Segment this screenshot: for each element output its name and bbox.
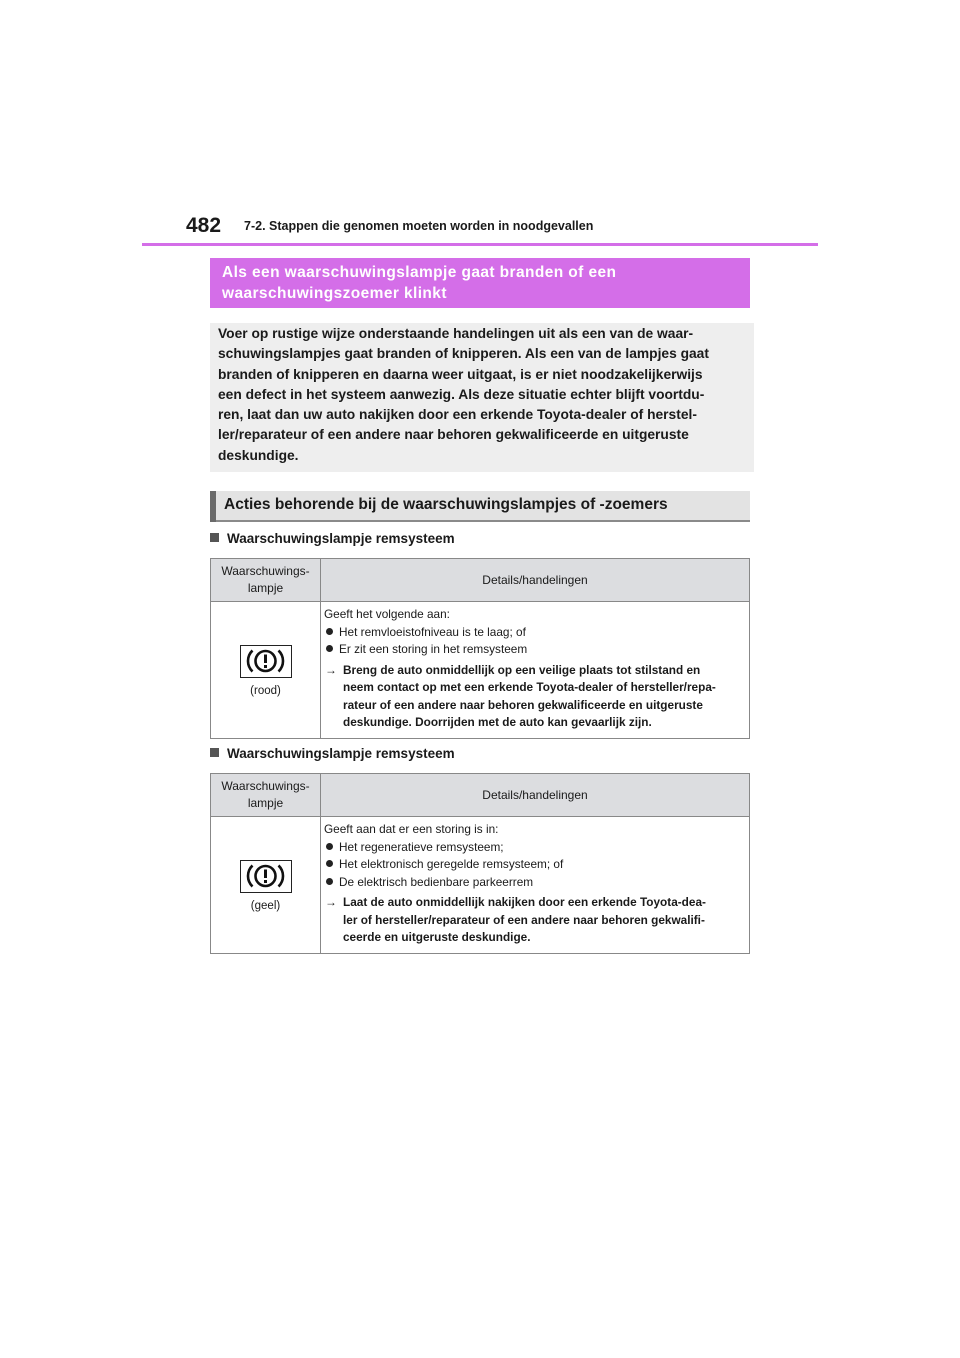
page-number: 482 <box>186 214 222 237</box>
list-item-text: Het elektronisch geregelde remsysteem; of <box>339 857 564 871</box>
bullet-icon <box>326 843 333 850</box>
section-heading <box>210 491 750 522</box>
action-instruction <box>324 894 745 947</box>
details-cell <box>321 817 750 954</box>
col-header-lamp-line: Waarschuwings- <box>221 564 310 578</box>
running-header: 7-2. Stappen die genomen moeten worden in noodgevallen <box>244 219 594 233</box>
intro-line: ler/reparateur of een andere naar behoren gekwalificeerde en uitgeruste <box>218 427 689 443</box>
action-line: ceerde en uitgeruste deskundige. <box>343 930 531 944</box>
bullet-icon <box>326 628 333 635</box>
col-header-lamp <box>211 774 321 817</box>
intro-box <box>210 323 754 472</box>
action-line: rateur of een andere naar behoren gekwalificeerde en uitgeruste <box>343 697 703 712</box>
section-heading-text: Acties behorende bij de waarschuwingslampjes of -zoemers <box>224 496 668 513</box>
col-header-details: Details/handelingen <box>321 774 750 817</box>
intro-line: ren, laat dan uw auto nakijken door een erkende Toyota-dealer of herstel- <box>218 407 697 423</box>
col-header-details: Details/handelingen <box>321 559 750 602</box>
action-line: deskundige. Doorrijden met de auto kan gevaarlijk zijn. <box>343 715 652 729</box>
list-item <box>324 856 745 874</box>
arrow-right-icon: → <box>325 662 337 677</box>
banner-line: waarschuwingszoemer klinkt <box>222 285 447 302</box>
subheading-text: Waarschuwingslampje remsysteem <box>227 746 455 761</box>
arrow-right-icon: → <box>325 895 337 909</box>
bullet-icon <box>326 878 333 885</box>
details-intro: Geeft het volgende aan: <box>324 607 450 621</box>
list-item-text: De elektrisch bedienbare parkeerrem <box>339 874 534 889</box>
pink-banner <box>210 258 750 308</box>
details-intro: Geeft aan dat er een storing is in: <box>324 822 499 836</box>
table-header-row <box>211 774 750 817</box>
col-header-lamp-line: lampje <box>247 796 284 810</box>
action-line: neem contact op met een erkende Toyota-dealer of hersteller/repa- <box>343 680 716 694</box>
list-item <box>324 874 745 892</box>
list-item <box>324 624 745 642</box>
lamp-table-red <box>210 558 750 739</box>
lamp-table-yellow <box>210 773 750 954</box>
lamp-cell <box>211 817 321 954</box>
action-line: Breng de auto onmiddellijk op een veilige plaats tot stilstand en <box>343 662 701 677</box>
subheading-yellow-lamp <box>210 746 455 761</box>
col-header-lamp-line: lampje <box>247 581 284 595</box>
list-item <box>324 641 745 659</box>
list-item-text: Er zit een storing in het remsysteem <box>339 642 528 656</box>
subheading-red-lamp <box>210 531 455 546</box>
action-instruction <box>324 662 745 732</box>
table-row <box>211 602 750 739</box>
intro-line: een defect in het systeem aanwezig. Als deze situatie echter blijft voortdu- <box>218 386 705 402</box>
bullet-icon <box>326 645 333 652</box>
banner-line: Als een waarschuwingslampje gaat branden of een <box>222 264 617 281</box>
action-line: ler of hersteller/reparateur of een andere naar behoren gekwalifi- <box>343 912 705 927</box>
col-header-lamp-line: Waarschuwings- <box>221 779 310 793</box>
action-line: Laat de auto onmiddellijk nakijken door een erkende Toyota-dea- <box>343 895 706 909</box>
brake-warning-icon <box>240 645 292 678</box>
details-cell <box>321 602 750 739</box>
lamp-color-label: (rood) <box>250 684 281 697</box>
brake-warning-icon <box>240 860 292 893</box>
intro-line: schuwingslampjes gaat branden of knipperen. Als een van de lampjes gaat <box>218 346 709 362</box>
subheading-text: Waarschuwingslampje remsysteem <box>227 531 455 546</box>
list-item-text: Het regeneratieve remsysteem; <box>339 839 504 854</box>
square-bullet-icon <box>210 533 219 542</box>
table-row <box>211 817 750 954</box>
intro-line: deskundige. <box>218 447 299 463</box>
col-header-lamp <box>211 559 321 602</box>
header-rule <box>142 243 818 246</box>
section-heading-bar <box>210 491 216 522</box>
intro-line: branden of knipperen en daarna weer uitgaat, is er niet noodzakelijkerwijs <box>218 366 703 382</box>
table-header-row <box>211 559 750 602</box>
lamp-color-label: (geel) <box>250 899 281 912</box>
list-item <box>324 839 745 857</box>
lamp-cell <box>211 602 321 739</box>
square-bullet-icon <box>210 748 219 757</box>
intro-line: Voer op rustige wijze onderstaande handelingen uit als een van de waar- <box>218 326 694 341</box>
list-item-text: Het remvloeistofniveau is te laag; of <box>339 624 526 639</box>
bullet-icon <box>326 860 333 867</box>
